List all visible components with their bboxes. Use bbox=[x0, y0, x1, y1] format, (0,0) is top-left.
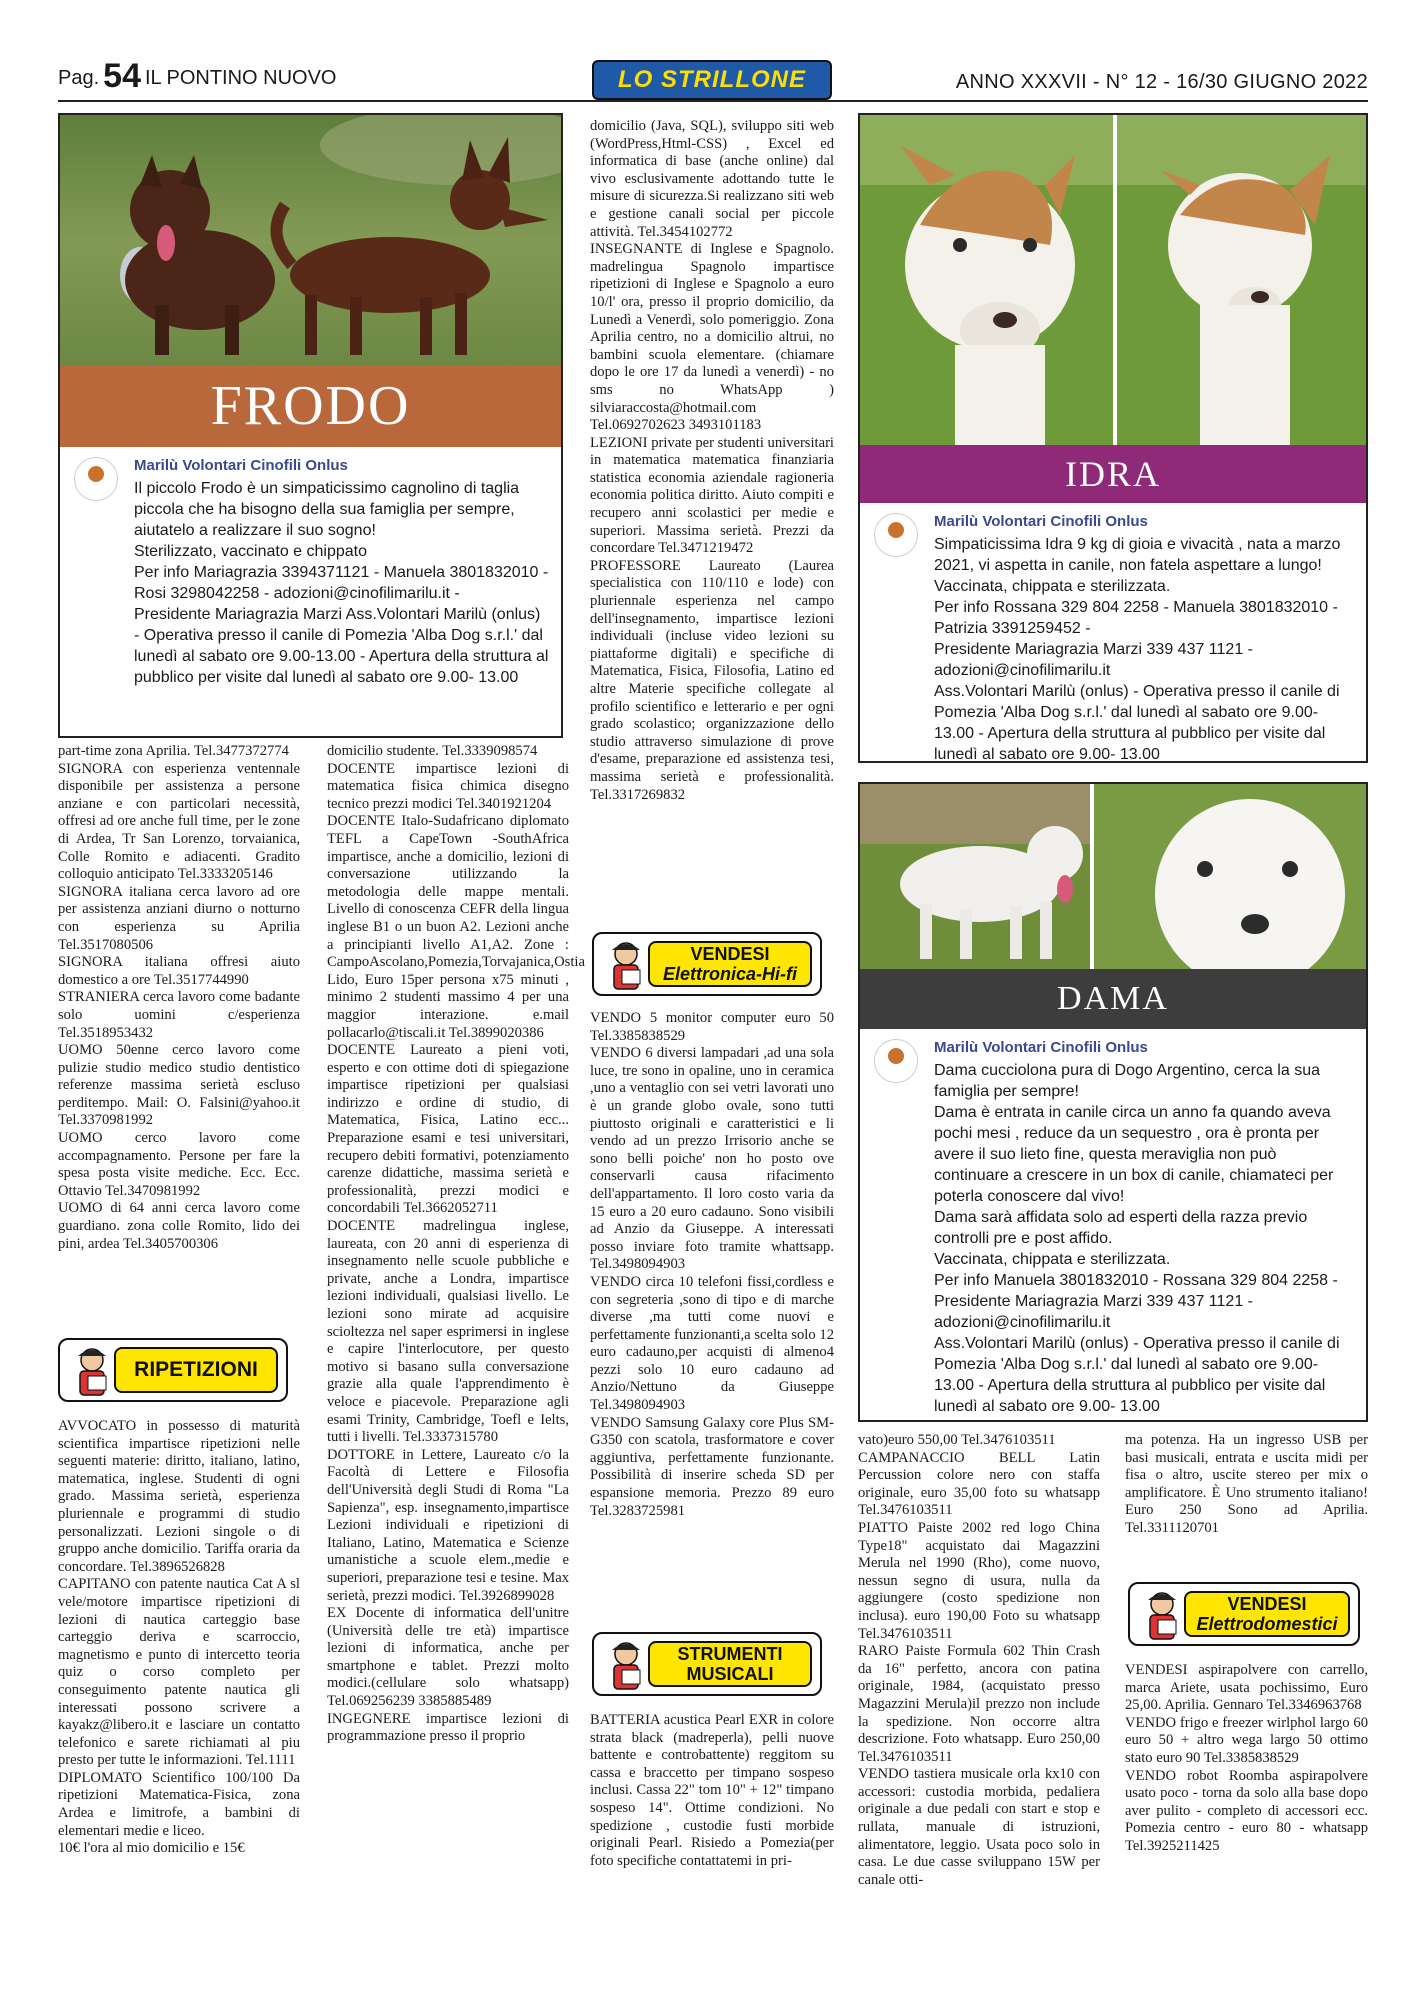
frodo-text-2: Sterilizzato, vaccinato e chippato bbox=[134, 543, 368, 560]
idra-name-band bbox=[860, 445, 1366, 503]
idra-text-1: Simpaticissima Idra 9 kg di gioia e vivacità , nata a marzo 2021, vi aspetta in canile, non fatela aspettare a lungo! bbox=[934, 536, 1341, 574]
strillone-logo: LO STRILLONE bbox=[592, 60, 832, 100]
classifieds-column-5-bottom bbox=[1125, 1662, 1368, 1856]
marilu-logo bbox=[74, 457, 118, 501]
classified-ad: SIGNORA italiana cerca lavoro ad ore per assistenza anziani diurno o notturno con esperienza su Aprilia Tel.3517080506 bbox=[58, 883, 300, 953]
classifieds-column-3-top bbox=[590, 118, 834, 804]
classified-ad: DOTTORE in Lettere, Laureato c/o la Facoltà di Lettere e Filosofia dell'Università degli Studi di Roma "La Sapienza", esp. insegnamento,impartisce Lezioni individuali e ripetizioni di Italiano, Latino, Matematica e Scienze umanistiche a scuole elem.,medie e superiori, preparazione tesi e tesine. Max serietà, prezzi modici. Tel.3926899028 bbox=[327, 1446, 569, 1604]
classified-ad: domicilio (Java, SQL), sviluppo siti web (WordPress,Html-CSS) , Excel ed informatica di base (anche online) dal vivo esclusivamente adottando tutte le misure di sicurezza.Si realizzano siti web e gestione canali social per piccole attività. Tel.3454102772 bbox=[590, 118, 834, 240]
category-title: VENDESI bbox=[1227, 1594, 1307, 1614]
classifieds-column-1-top bbox=[58, 743, 300, 1253]
category-label bbox=[114, 1347, 278, 1393]
dama-text-4: Vaccinata, chippata e sterilizzata. bbox=[934, 1251, 1171, 1268]
adoption-ad-idra bbox=[858, 113, 1368, 763]
classified-ad: SIGNORA con esperienza ventennale disponibile per assistenza a persone anziane e con particolari necessità, offresi ad ore anche full time, per le zone di Ardea, Tr San Lorenzo, torvaianica, Colle Romito e adiacenti. Gradito colloquio anticipato Tel.3333205146 bbox=[58, 760, 300, 883]
idra-text-3: Per info Rossana 329 804 2258 - Manuela 3801832010 - Patrizia 3391259452 - bbox=[934, 599, 1338, 637]
classified-ad: vato)euro 550,00 Tel.3476103511 bbox=[858, 1432, 1056, 1448]
pag-label: Pag. bbox=[58, 67, 100, 89]
frodo-name-band bbox=[60, 365, 561, 447]
idra-photo bbox=[860, 115, 1366, 445]
category-title: VENDESI bbox=[690, 944, 770, 964]
frodo-text-3: Per info Mariagrazia 3394371121 - Manuela 3801832010 - Rosi 3298042258 - adozioni@cinofilimarilu.it - bbox=[134, 564, 549, 602]
idra-text-4: Presidente Mariagrazia Marzi 339 437 1121 -adozioni@cinofilimarilu.it bbox=[934, 641, 1253, 679]
dama-text-6: Presidente Mariagrazia Marzi 339 437 1121 -adozioni@cinofilimarilu.it bbox=[934, 1293, 1253, 1331]
classified-ad: CAPITANO con patente nautica Cat A sl vele/motore impartisce ripetizioni di lezioni di nautica carteggio base carteggio deriva e scarroccio, magnetismo e punto di intercetto teoria quiz o corso completo per conseguimento patente nautica gli interessati possono scrivere a kayakz@libero.it e lasciare un contatto telefonico e sarete richiamati al piu presto per tutte le informazioni. Tel.1111 bbox=[58, 1576, 300, 1769]
classified-ad: VENDESI aspirapolvere con carrello, marca Ariete, usata pochissimo, Euro 25,00. Aprilia. Gennaro Tel.3346963768 bbox=[1125, 1662, 1368, 1714]
dama-dog-image bbox=[860, 784, 1366, 969]
dama-text-3: Dama sarà affidata solo ad esperti della razza previo controlli pre e post affido. bbox=[934, 1209, 1308, 1247]
idra-ad-body bbox=[860, 503, 1366, 763]
category-subtitle: Elettronica-Hi-fi bbox=[662, 964, 797, 984]
idra-dog-image bbox=[860, 115, 1366, 445]
classified-ad: CAMPANACCIO BELL Latin Percussion colore nero con staffa originale, euro 35,00 foto su whatsapp Tel.3476103511 bbox=[858, 1449, 1100, 1519]
classifieds-column-3-middle bbox=[590, 1010, 834, 1520]
classified-ad: VENDO frigo e freezer wirlphol largo 60 euro 50 + altro wega largo 50 ottimo stato euro 90 Tel.3385838529 bbox=[1125, 1714, 1368, 1766]
classified-ad: DOCENTE impartisce lezioni di matematica fisica chimica disegno tecnico prezzi modici Tel.3401921204 bbox=[327, 760, 569, 812]
classified-ad: DOCENTE madrelingua inglese, laureata, con 20 anni di esperienza di insegnamento nelle scuole pubbliche e private, anche a Londra, impartisce lezioni individuali, qualsiasi livello. Le lezioni sono mirate ad acquisire scioltezza nel saper esprimersi in inglese e capire l'interlocutore, per questo motivo si basano sulla conversazione grazie alla quale l'apprendimento è veloce e piacevole. Preparazione agli esami Trinity, Cambridge, Toefl e Ielts, tutti i livelli. Tel.3337315780 bbox=[327, 1218, 569, 1446]
adoption-ad-frodo bbox=[58, 113, 563, 738]
classified-ad: VENDO Samsung Galaxy core Plus SM-G350 con scatola, trasformatore e cover aggiuntiva, perfettamente funzionante. Possibilità di inserire scheda SD per espansione memoria. Prezzo 89 euro Tel.3283725981 bbox=[590, 1414, 834, 1519]
frodo-org-name: Marilù Volontari Cinofili Onlus bbox=[134, 457, 348, 474]
classified-ad: VENDO 5 monitor computer euro 50 Tel.3385838529 bbox=[590, 1010, 834, 1044]
frodo-dogs-image bbox=[60, 115, 561, 365]
idra-text-2: Vaccinata, chippata e sterilizzata. bbox=[934, 578, 1171, 595]
dama-name: DAMA bbox=[1057, 980, 1169, 1017]
idra-name: IDRA bbox=[1065, 454, 1161, 494]
category-elettrodomestici bbox=[1128, 1582, 1360, 1646]
classifieds-column-1-bottom bbox=[58, 1418, 300, 1858]
dama-org-name: Marilù Volontari Cinofili Onlus bbox=[934, 1039, 1148, 1056]
classified-ad: EX Docente di informatica dell'unitre (Università delle tre età) impartisce lezioni di informatica, anche per smartphone e tablet. Prezzi molto modici.(cellulare solo whatsapp) Tel.069256239 3385885489 bbox=[327, 1605, 569, 1710]
classified-ad: RARO Paiste Formula 602 Thin Crash da 16" perfetto, ancora con patina originale, 1984, (acquistato presso Magazzini Merula)il prezzo non include la spedizione. Non occorre altra descrizione. Foto whatsapp. Euro 250,00 Tel.3476103511 bbox=[858, 1643, 1100, 1765]
page-number-block bbox=[58, 57, 337, 96]
category-title: RIPETIZIONI bbox=[134, 1358, 258, 1381]
page-number: 54 bbox=[103, 57, 141, 95]
newsboy-mascot-icon bbox=[64, 1344, 120, 1398]
classifieds-column-3-bottom bbox=[590, 1712, 834, 1870]
category-subtitle: MUSICALI bbox=[686, 1664, 774, 1684]
category-label bbox=[648, 941, 812, 987]
dama-text-5: Per info Manuela 3801832010 - Rossana 329 804 2258 - bbox=[934, 1272, 1338, 1289]
newsboy-mascot-icon bbox=[598, 938, 654, 992]
dama-ad-body bbox=[860, 1029, 1366, 1422]
newsboy-mascot-icon bbox=[1134, 1588, 1190, 1642]
frodo-text-1: Il piccolo Frodo è un simpaticissimo cagnolino di taglia piccola che ha bisogno della sua famiglia per sempre, aiutatelo a realizzare il suo sogno! bbox=[134, 480, 520, 539]
frodo-text-4: Presidente Mariagrazia Marzi Ass.Volontari Marilù (onlus) - Operativa presso il canile di Pomezia 'Alba Dog s.r.l.' dal lunedì al sabato ore 9.00-13.00 - Apertura della struttura al pubblico per visite dal lunedì al sabato ore 9.00- 13.00 bbox=[134, 606, 549, 686]
classified-ad: VENDO circa 10 telefoni fissi,cordless e con segreteria ,sono di tipo e di marche diverse ,ma tutti come nuovi e perfettamente funzionanti,a scelta solo 12 euro cadauno,per acquisti di almeno4 pezzi solo 10 euro cadauno ad Anzio/Nettuno da Giuseppe Tel.3498094903 bbox=[590, 1273, 834, 1414]
classified-ad: VENDO robot Roomba aspirapolvere usato poco - torna da solo alla base dopo aver pulito - completo di accessori ecc. Pomezia centro - euro 80 - whatsapp Tel.3925211425 bbox=[1125, 1767, 1368, 1854]
classified-ad: STRANIERA cerca lavoro come badante solo uomini c/esperienza Tel.3518953432 bbox=[58, 989, 300, 1041]
newsboy-mascot-icon bbox=[598, 1638, 654, 1692]
dama-text-7: Ass.Volontari Marilù (onlus) - Operativa presso il canile di Pomezia 'Alba Dog s.r.l.' dal lunedì al sabato ore 9.00-13.00 - Apertura della struttura al pubblico per visite dal lunedì al sabato ore 9.00- 13.00 bbox=[934, 1335, 1340, 1415]
category-strumenti-musicali bbox=[592, 1632, 822, 1696]
classified-ad: PIATTO Paiste 2002 red logo China Type18" acquistato dai Magazzini Merula nel 1990 (Rho), come nuovo, nessun segno di usura, nulla da aggiungere (costo spedizione non inclusa). euro 190,00 Foto su whatsapp Tel.3476103511 bbox=[858, 1519, 1100, 1642]
category-elettronica-hifi bbox=[592, 932, 822, 996]
classified-ad: part-time zona Aprilia. Tel.3477372774 bbox=[58, 743, 289, 759]
classified-ad: domicilio studente. Tel.3339098574 bbox=[327, 743, 538, 759]
classified-ad: ma potenza. Ha un ingresso USB per basi musicali, entrata e uscita midi per fisa o altro, uscite stereo per mix o amplificatore. È Uno strumento italiano! Euro 250 Sono ad Aprilia. Tel.3311120701 bbox=[1125, 1432, 1368, 1536]
classified-ad: INSEGNANTE di Inglese e Spagnolo. madrelingua Spagnolo impartisce ripetizioni di Inglese e Spagnolo a euro 10/l' ora, presso il proprio domicilio, da Lunedì a Venerdì, solo pomeriggio. Zona Aprilia centro, no a domicilio altrui, no bambini scuola elementare. (chiamare dopo le ore 17 da lunedì a venerdì) - no sms no WhatsApp ) silviaraccosta@hotmail.com Tel.0692702623 3493101183 bbox=[590, 241, 834, 434]
paper-name: IL PONTINO NUOVO bbox=[144, 67, 337, 89]
classified-ad: UOMO di 64 anni cerca lavoro come guardiano. zona colle Romito, lido dei pini, ardea Tel.3405700306 bbox=[58, 1200, 300, 1252]
adoption-ad-dama bbox=[858, 782, 1368, 1422]
classified-ad: SIGNORA italiana offresi aiuto domestico a ore Tel.3517744990 bbox=[58, 954, 300, 988]
classified-ad: PROFESSORE Laureato (Laurea specialistica con 110/110 e lode) con pluriennale esperienza nel campo dell'insegnamento, impartisce lezioni individuali (incluse video lezioni su piattaforme digitali) e specifiche di Matematica, Fisica, Filosofia, Latino ed altre Materie specifiche collegate al profilo scientifico e letterario e per ogni grado scolastico; organizzazione dello studio attraverso simulazione di prove d'esame, preparazione ed assistenza tesi, massima serietà e professionalità. Tel.3317269832 bbox=[590, 557, 834, 803]
classified-ad: INGEGNERE impartisce lezioni di programmazione presso il proprio bbox=[327, 1710, 569, 1745]
frodo-photo bbox=[60, 115, 561, 365]
frodo-ad-body bbox=[60, 447, 561, 696]
marilu-logo bbox=[874, 1039, 918, 1083]
idra-text-5: Ass.Volontari Marilù (onlus) - Operativa presso il canile di Pomezia 'Alba Dog s.r.l.' dal lunedì al sabato ore 9.00-13.00 - Apertura della struttura al pubblico per visite dal lunedì al sabato ore 9.00- 13.00 bbox=[934, 683, 1340, 763]
classified-ad: UOMO cerco lavoro come accompagnamento. Persone per fare la spesa posta visite mediche. Ecc. Ecc. Ottavio Tel.3470981992 bbox=[58, 1130, 300, 1199]
classified-ad: VENDO 6 diversi lampadari ,ad una sola luce, tre sono in opaline, uno in ceramica ,uno a ventaglio con sei vetri lavorati uno è un grande globo ovale, sono tutti piuttosto originali e caratteristici e li vendo ad un prezzo Irrisorio anche se sono belli poiche' non ho posto ove conservarli causa rifacimento dell'appartamento. Il loro costo varia da 15 euro a 20 euro cadauno. Sono visibili ad Anzio da Giuseppe. A interessati posso inviare foto tramite whattsapp. Tel.3498094903 bbox=[590, 1045, 834, 1273]
classified-ad: BATTERIA acustica Pearl EXR in colore strata black (madreperla), pelli nuove battente e controbattente) reggitom su cassa e braccetto per timpano sospeso inclusi. Cassa 22" tom 10" + 12" timpano sospeso 14". Ottime condizioni. No spedizione , custodie fusti morbide originali Pearl. Risiedo a Pomezia(per foto specifiche contattatemi in pri- bbox=[590, 1712, 834, 1869]
classifieds-column-4 bbox=[858, 1432, 1100, 1889]
dama-text-1: Dama cucciolona pura di Dogo Argentino, cerca la sua famiglia per sempre! bbox=[934, 1062, 1320, 1100]
idra-org-name: Marilù Volontari Cinofili Onlus bbox=[934, 513, 1148, 530]
category-subtitle: Elettrodomestici bbox=[1196, 1614, 1338, 1634]
classified-ad: UOMO 50enne cerco lavoro come pulizie studio medico studio dentistico referenze massima serietà escluso perditempo. Mail: O. Falsini@yahoo.it Tel.3370981992 bbox=[58, 1042, 300, 1129]
classified-ad: DIPLOMATO Scientifico 100/100 Da ripetizioni Matematica-Fisica, zona Ardea e limitrofe, a bambini di elementari medie e liceo. bbox=[58, 1769, 300, 1839]
classified-ad: AVVOCATO in possesso di maturità scientifica impartisce ripetizioni nelle seguenti materie: diritto, italiano, latino, matematica, inglese. Studenti di ogni grado. Massima serietà, esperienza pluriennale e programmi di studio personalizzati. Lezioni singole o di gruppo anche domicilio. Tariffa oraria da concordare. Tel.3896526828 bbox=[58, 1418, 300, 1575]
dama-name-band bbox=[860, 969, 1366, 1029]
classified-ad: LEZIONI private per studenti universitari in matematica matematica finanziaria statistica economia aziendale ragioneria economia politica diritto. Aiuto compiti e recupero anni scolastici per medie e superiori. Massima serietà. Prezzi da concordare Tel.3471219472 bbox=[590, 434, 834, 557]
classified-ad: 10€ l'ora al mio domicilio e 15€ bbox=[58, 1840, 245, 1857]
category-ripetizioni bbox=[58, 1338, 288, 1402]
classifieds-column-5-top bbox=[1125, 1432, 1368, 1538]
classified-ad: VENDO tastiera musicale orla kx10 con accessori: custodia morbida, pedaliera originale a due pedali con start e stop e rullata, manuale di istruzioni, alimentatore, leggio. Usata poco solo in casa. Le due casse sviluppano 15W per canale otti- bbox=[858, 1766, 1100, 1888]
frodo-name: FRODO bbox=[210, 375, 411, 437]
classified-ad: DOCENTE Laureato a pieni voti, esperto e con ottime doti di spiegazione impartisce ripetizioni per qualsiasi indirizzo e ordine di studio, di Matematica, Fisica, Latino ecc... Preparazione esami e tesi universitari, recupero debiti formativi, potenziamento carenze didattiche, massima serietà e professionalità, prezzi modici e concordabili Tel.3662052711 bbox=[327, 1042, 569, 1217]
classified-ad: DOCENTE Italo-Sudafricano diplomato TEFL a CapeTown -SouthAfrica impartisce, anche a domicilio, lezioni di conversazione utilizzando la metodologia delle mappe mentali. Livello di conoscenza CEFR della lingua inglese B1 o un buon A2. Lezioni anche a principianti livello A1,A2. Zone : CampoAscolano,Pomezia,Torvajanica,Ostia Lido, Euro 15per persona x75 minuti , minimo 2 studenti massimo 4 per una maggior interazione. e.mail pollacarlo@tiscali.it Tel.3899020386 bbox=[327, 813, 585, 1041]
dama-text-2: Dama è entrata in canile circa un anno fa quando aveva pochi mesi , reduce da un sequestro , ora è pronta per avere il suo lieto fine, questa meraviglia non può continuare a crescere in un box di canile, chiamateci per poterla conoscere dal vivo! bbox=[934, 1104, 1334, 1205]
marilu-logo bbox=[874, 513, 918, 557]
category-label bbox=[1184, 1591, 1350, 1637]
issue-info: ANNO XXXVII - N° 12 - 16/30 GIUGNO 2022 bbox=[955, 71, 1368, 93]
category-title: STRUMENTI bbox=[677, 1644, 783, 1664]
dama-photo bbox=[860, 784, 1366, 969]
classifieds-column-2 bbox=[327, 743, 585, 1746]
category-label bbox=[648, 1641, 812, 1687]
